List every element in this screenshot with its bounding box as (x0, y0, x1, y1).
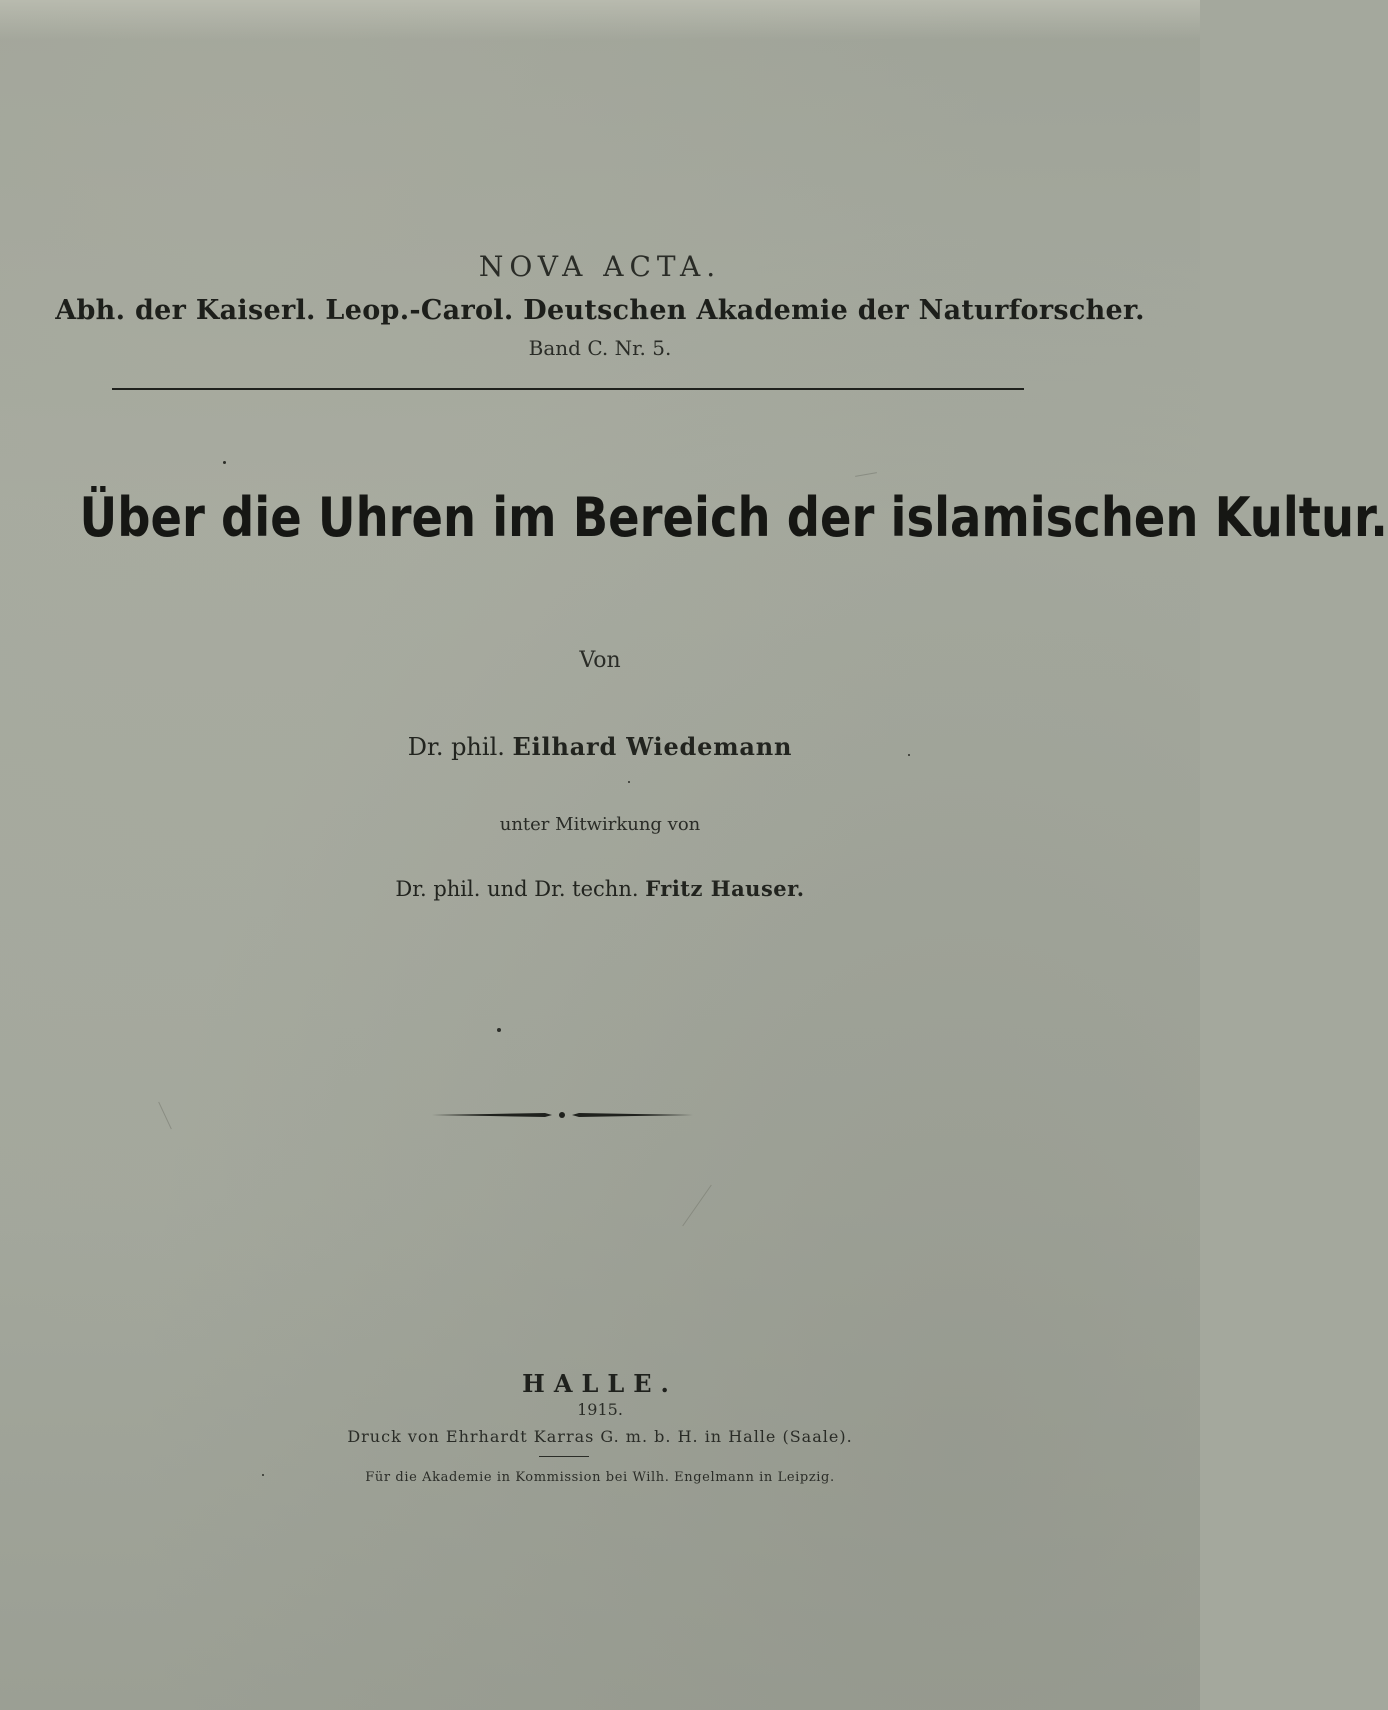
paper-scratch (158, 1102, 172, 1130)
imprint-distributor: Für die Akademie in Kommission bei Wilh. Engelmann in Leipzig. (365, 1470, 835, 1485)
imprint-divider (539, 1456, 589, 1457)
journal-title: NOVA ACTA. (478, 250, 722, 283)
paper-speck (262, 1474, 264, 1476)
coauthor-name: Fritz Hauser. (645, 876, 805, 901)
coauthor-line (0, 876, 1200, 901)
imprint-city: HALLE. (522, 1369, 678, 1398)
by-label: Von (579, 648, 621, 673)
coauthor-prefix: Dr. phil. und Dr. techn. (395, 877, 639, 901)
ornament-divider-icon (430, 1105, 695, 1125)
paper-speck (223, 461, 226, 464)
main-title: Über die Uhren im Bereich der islamischen Kultur. (79, 486, 1388, 549)
volume-number: Band C. Nr. 5. (528, 336, 672, 360)
journal-subtitle: Abh. der Kaiserl. Leop.-Carol. Deutschen Akademie der Naturforscher. (55, 295, 1145, 326)
paper-speck (628, 781, 630, 783)
paper-speck (908, 754, 910, 756)
paper-scratch (682, 1185, 711, 1227)
paper-top-edge (0, 0, 1200, 40)
collaboration-label: unter Mitwirkung von (499, 814, 701, 835)
author-line (0, 732, 1200, 761)
paper-speck (497, 1028, 501, 1032)
header-divider (112, 388, 1024, 390)
imprint-printer: Druck von Ehrhardt Karras G. m. b. H. in Halle (Saale). (347, 1427, 853, 1446)
imprint-year: 1915. (577, 1400, 623, 1419)
author-name: Eilhard Wiedemann (512, 732, 793, 761)
author-prefix: Dr. phil. (407, 733, 505, 761)
paper-scratch (855, 472, 877, 477)
